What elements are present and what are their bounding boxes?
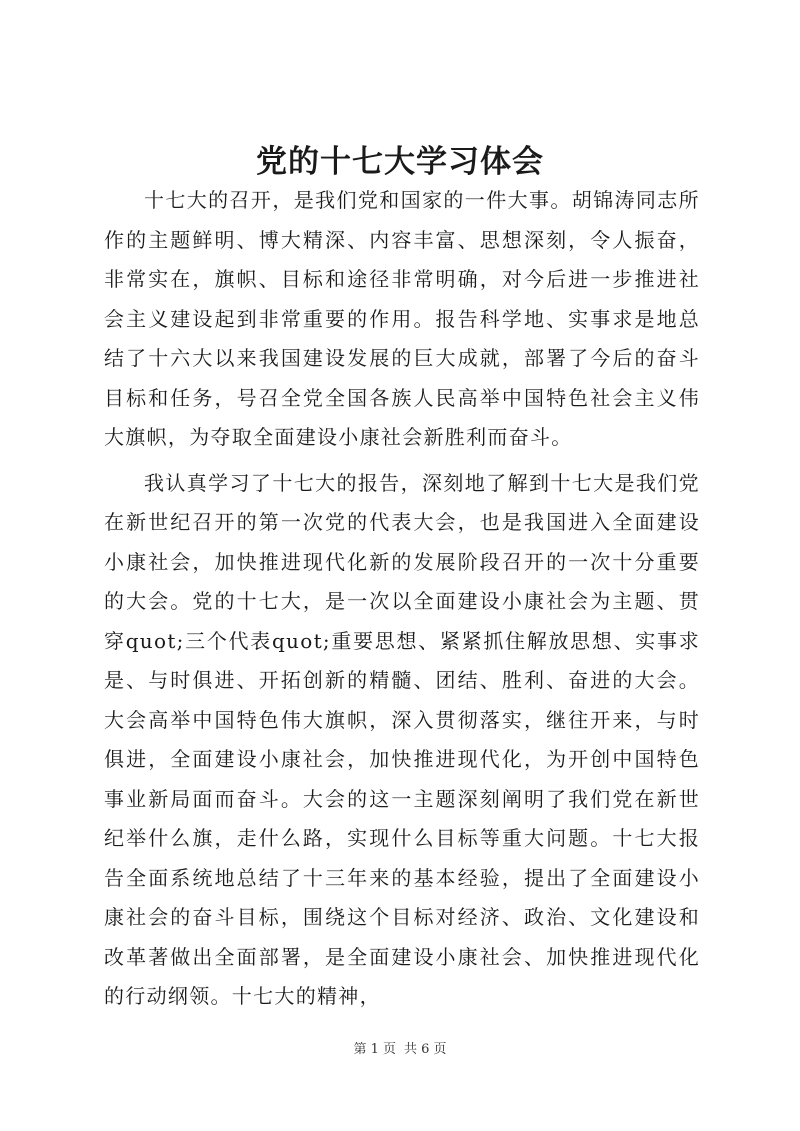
paragraph-2: 我认真学习了十七大的报告，深刻地了解到十七大是我们党在新世纪召开的第一次党的代表大会，也是我国进入全面建设小康社会，加快推进现代化新的发展阶段召开的一次十分重要的大会。党的十七大，是一次以全面建设小康社会为主题、贯穿quot;三个代表quot;重要思想、紧紧抓住解放思想、实事求是、与时俱进、开拓创新的精髓、团结、胜利、奋进的大会。大会高举中国特色伟大旗帜，深入贯彻落实，继往开来，与时俱进，全面建设小康社会，加快推进现代化，为开创中国特色事业新局面而奋斗。大会的这一主题深刻阐明了我们党在新世纪举什么旗，走什么路，实现什么目标等重大问题。十七大报告全面系统地总结了十三年来的基本经验，提出了全面建设小康社会的奋斗目标，围绕这个目标对经济、政治、文化建设和改革著做出全面部署，是全面建设小康社会、加快推进现代化的行动纲领。十七大的精神， bbox=[104, 470, 700, 1008]
page-footer bbox=[0, 1040, 800, 1060]
paragraph-1: 十七大的召开，是我们党和国家的一件大事。胡锦涛同志所作的主题鲜明、博大精深、内容丰富、思想深刻，令人振奋，非常实在，旗帜、目标和途径非常明确，对今后进一步推进社会主义建设起到非常重要的作用。报告科学地、实事求是地总结了十六大以来我国建设发展的巨大成就，部署了今后的奋斗目标和任务，号召全党全国各族人民高举中国特色社会主义伟大旗帜，为夺取全面建设小康社会新胜利而奋斗。 bbox=[104, 188, 700, 449]
page-total: 共 6 页 bbox=[404, 1042, 447, 1057]
document-title: 党的十七大学习体会 bbox=[256, 144, 544, 180]
page-number: 第 1 页 bbox=[353, 1042, 396, 1057]
document-body bbox=[104, 181, 700, 1017]
